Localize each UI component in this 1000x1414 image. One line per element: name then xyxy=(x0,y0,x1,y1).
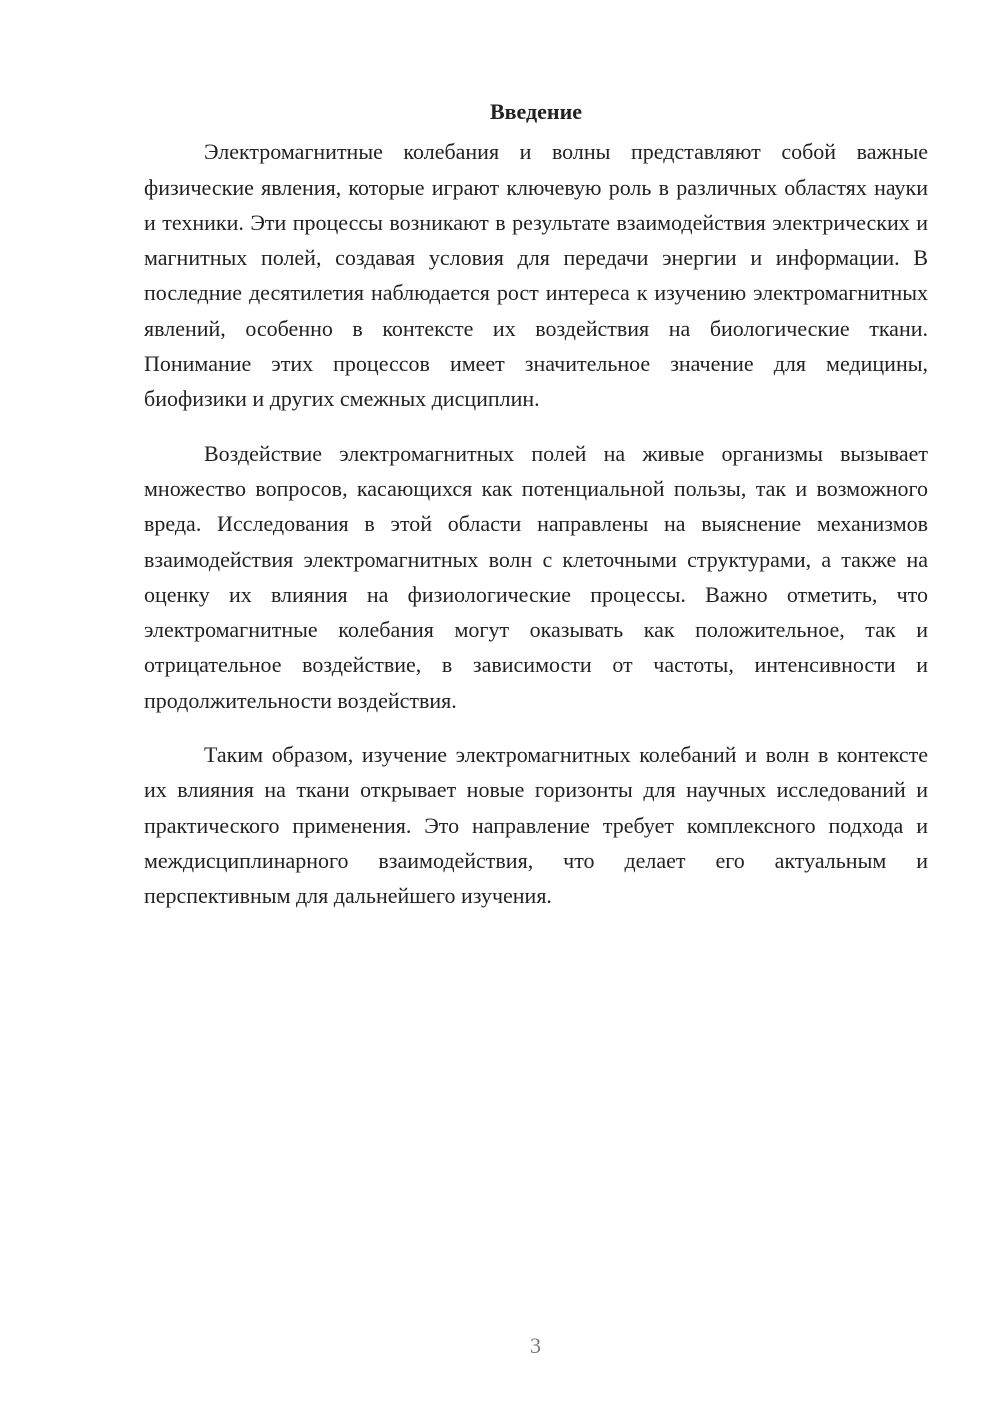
paragraph-effects: Воздействие электромагнитных полей на живые организмы вызывает множество вопросов, касающихся как потенциальной пользы, так и возможного вреда. Исследования в этой области направлены на выяснение механизмов взаимодействия электромагнитных волн с клеточными структурами, а также на оценку их влияния на физиологические процессы. Важно отметить, что электромагнитные колебания могут оказывать как положительное, так и отрицательное воздействие, в зависимости от частоты, интенсивности и продолжительности воздействия. xyxy=(144,440,928,713)
paragraph-intro: Электромагнитные колебания и волны представляют собой важные физические явления, которые играют ключевую роль в различных областях науки и техники. Эти процессы возникают в результате взаимодействия электрических и магнитных полей, создавая условия для передачи энергии и информации. В последние десятилетия наблюдается рост интереса к изучению электромагнитных явлений, особенно в контексте их воздействия на биологические ткани. Понимание этих процессов имеет значительное значение для медицины, биофизики и других смежных дисциплин. xyxy=(144,139,928,412)
paragraph-conclusion: Таким образом, изучение электромагнитных колебаний и волн в контексте их влияния на ткани открывает новые горизонты для научных исследований и практического применения. Это направление требует комплексного подхода и междисциплинарного взаимодействия, что делает его актуальным и перспективным для дальнейшего изучения. xyxy=(144,742,928,909)
page-content xyxy=(144,94,928,933)
page-number: 3 xyxy=(530,1333,541,1358)
section-title: Введение xyxy=(489,99,583,124)
